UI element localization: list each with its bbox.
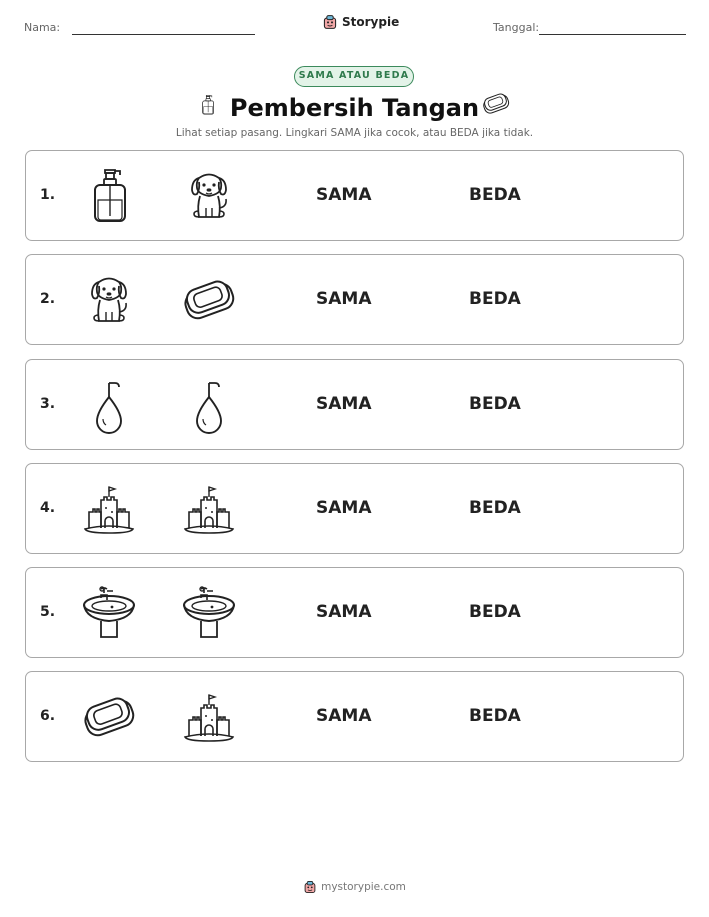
question-number: 6. xyxy=(40,708,56,724)
sandcastle-icon xyxy=(79,479,139,539)
option-different[interactable]: BEDA xyxy=(469,602,521,622)
soap-bar-icon xyxy=(179,270,239,330)
water-drop-icon xyxy=(79,375,139,435)
date-label: Tanggal: xyxy=(493,21,540,34)
question-number: 2. xyxy=(40,291,56,307)
storypie-logo-icon xyxy=(303,880,317,894)
option-same[interactable]: SAMA xyxy=(316,185,372,205)
question-number: 3. xyxy=(40,396,56,412)
footer-url: mystorypie.com xyxy=(321,881,406,893)
worksheet-header xyxy=(0,12,709,42)
option-different[interactable]: BEDA xyxy=(469,498,521,518)
soap-pump-icon xyxy=(79,166,139,226)
activity-badge: SAMA ATAU BEDA xyxy=(294,66,414,87)
page-title: Pembersih Tangan xyxy=(229,94,480,122)
date-field[interactable] xyxy=(539,34,686,35)
brand-logo xyxy=(322,14,399,30)
question-row xyxy=(25,359,684,450)
option-same[interactable]: SAMA xyxy=(316,289,372,309)
sink-icon xyxy=(79,583,139,643)
sink-icon xyxy=(179,583,239,643)
question-row xyxy=(25,254,684,345)
puppy-icon xyxy=(79,270,139,330)
question-row xyxy=(25,671,684,762)
option-different[interactable]: BEDA xyxy=(469,706,521,726)
sandcastle-icon xyxy=(179,479,239,539)
option-different[interactable]: BEDA xyxy=(469,185,521,205)
soap-bar-icon xyxy=(79,687,139,747)
option-same[interactable]: SAMA xyxy=(316,602,372,622)
brand-name: Storypie xyxy=(342,15,400,29)
question-row xyxy=(25,463,684,554)
soap-bar-icon xyxy=(478,89,514,123)
question-number: 5. xyxy=(40,604,56,620)
name-field[interactable] xyxy=(72,34,255,35)
sandcastle-icon xyxy=(179,687,239,747)
question-row xyxy=(25,150,684,241)
question-number: 4. xyxy=(40,500,56,516)
option-same[interactable]: SAMA xyxy=(316,706,372,726)
puppy-icon xyxy=(179,166,239,226)
question-row xyxy=(25,567,684,658)
storypie-logo-icon xyxy=(322,14,338,30)
name-label: Nama: xyxy=(24,21,61,34)
option-same[interactable]: SAMA xyxy=(316,498,372,518)
instructions: Lihat setiap pasang. Lingkari SAMA jika cocok, atau BEDA jika tidak. xyxy=(175,127,534,139)
option-different[interactable]: BEDA xyxy=(469,394,521,414)
footer xyxy=(0,880,709,894)
option-different[interactable]: BEDA xyxy=(469,289,521,309)
water-drop-icon xyxy=(179,375,239,435)
question-number: 1. xyxy=(40,187,56,203)
option-same[interactable]: SAMA xyxy=(316,394,372,414)
